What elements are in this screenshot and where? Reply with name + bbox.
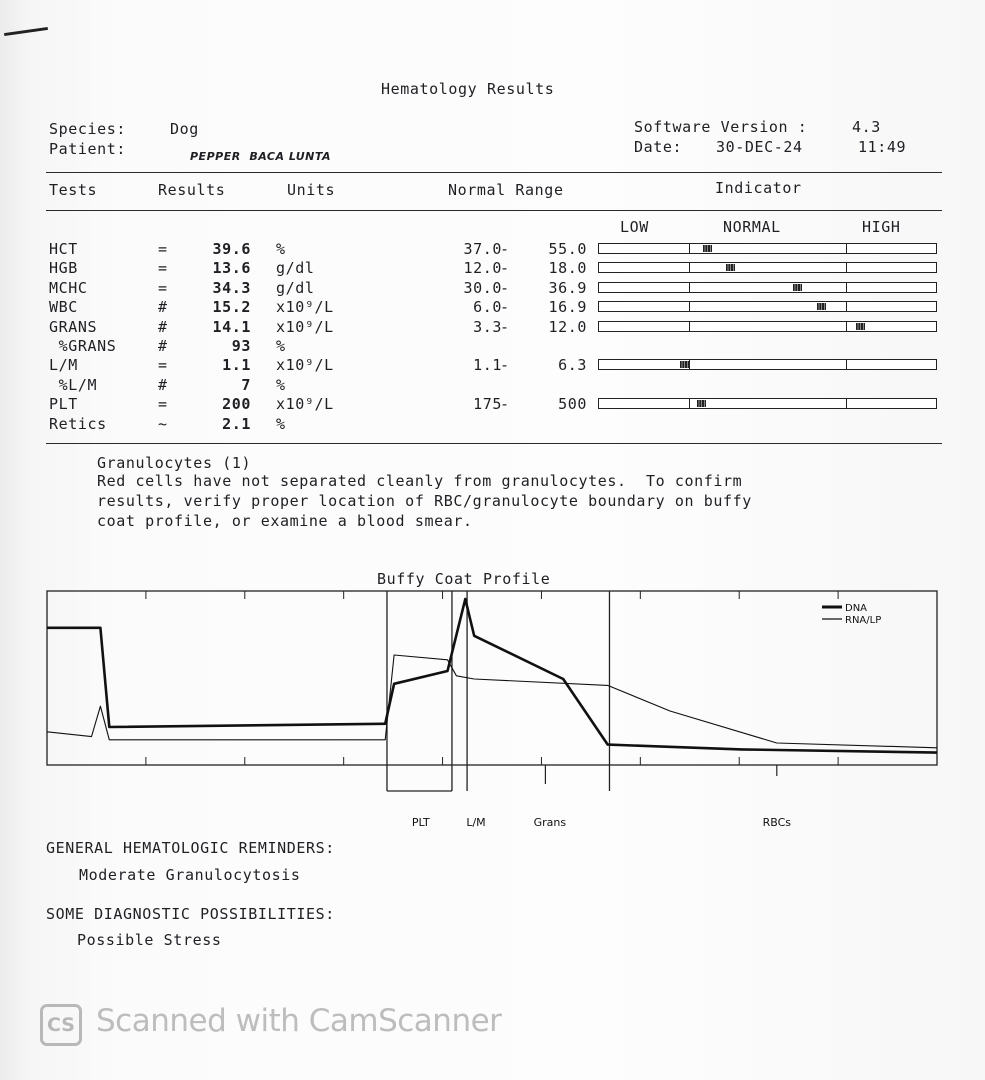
species-label: Species: (49, 120, 127, 138)
test-name: WBC (49, 298, 78, 316)
software-version-label: Software Version : (634, 118, 808, 136)
range-low: 6.0 (473, 298, 502, 316)
header-top-rule (46, 172, 942, 173)
indicator-marker (697, 400, 706, 407)
possibilities-item: Possible Stress (77, 931, 222, 949)
range-low: 12.0 (463, 259, 502, 277)
test-name: L/M (49, 356, 78, 374)
indicator-bar (598, 282, 937, 293)
patient-label: Patient: (49, 140, 127, 158)
range-dash: - (500, 279, 510, 297)
col-results: Results (158, 181, 226, 199)
indicator-low-label: LOW (620, 218, 649, 236)
range-high: 12.0 (548, 318, 587, 336)
range-high: 55.0 (548, 240, 587, 258)
note-line: coat profile, or examine a blood smear. (97, 512, 473, 530)
col-tests: Tests (49, 181, 98, 199)
range-high: 500 (558, 395, 587, 413)
possibilities-heading: SOME DIAGNOSTIC POSSIBILITIES: (46, 905, 335, 923)
indicator-bar (598, 359, 937, 370)
indicator-range-tick (689, 262, 690, 273)
test-unit: g/dl (276, 279, 315, 297)
range-low: 37.0 (463, 240, 502, 258)
range-high: 6.3 (558, 356, 587, 374)
chart-series (47, 599, 937, 753)
test-name: %GRANS (49, 337, 117, 355)
camscanner-logo-icon: CS (40, 1004, 82, 1046)
time-value: 11:49 (858, 138, 907, 156)
test-flag: = (158, 279, 168, 297)
indicator-range-tick (846, 321, 847, 332)
indicator-range-tick (689, 243, 690, 254)
test-name: Retics (49, 415, 107, 433)
chart-ticks (146, 591, 838, 765)
test-result: 13.6 (212, 259, 251, 277)
indicator-bar (598, 398, 937, 409)
chart-legend (822, 603, 881, 626)
test-flag: # (158, 337, 168, 355)
series-line-dna (47, 599, 937, 753)
test-unit: x10⁹/L (276, 356, 334, 374)
test-name: MCHC (49, 279, 88, 297)
species-value: Dog (170, 120, 199, 138)
range-high: 18.0 (548, 259, 587, 277)
test-flag: = (158, 240, 168, 258)
col-units: Units (287, 181, 336, 199)
range-dash: - (500, 259, 510, 277)
test-result: 34.3 (212, 279, 251, 297)
indicator-range-tick (689, 301, 690, 312)
zone-label: PLT (411, 816, 430, 829)
indicator-range-tick (846, 398, 847, 409)
test-name: HGB (49, 259, 78, 277)
indicator-marker (856, 323, 865, 330)
indicator-range-tick (846, 359, 847, 370)
test-name: GRANS (49, 318, 98, 336)
series-line-rna-lp (47, 655, 937, 748)
test-unit: % (276, 376, 286, 394)
report-title: Hematology Results (381, 80, 555, 98)
results-bottom-rule (46, 443, 942, 444)
chart-frame (47, 591, 937, 765)
reminders-item: Moderate Granulocytosis (79, 866, 301, 884)
chart-zone-labels (412, 816, 791, 829)
indicator-range-tick (846, 282, 847, 293)
indicator-range-tick (689, 321, 690, 332)
test-flag: # (158, 298, 168, 316)
test-unit: g/dl (276, 259, 315, 277)
note-heading: Granulocytes (1) (97, 454, 252, 472)
indicator-marker (726, 264, 735, 271)
zone-label: Grans (533, 816, 567, 829)
reminders-heading: GENERAL HEMATOLOGIC REMINDERS: (46, 839, 335, 857)
legend-dna-label: DNA (845, 603, 868, 614)
range-low: 3.3 (473, 318, 502, 336)
indicator-normal-label: NORMAL (723, 218, 781, 236)
indicator-bar (598, 262, 937, 273)
test-unit: % (276, 337, 286, 355)
test-result: 200 (222, 395, 251, 413)
zone-label: L/M (466, 816, 486, 829)
range-dash: - (500, 395, 510, 413)
camscanner-watermark: Scanned with CamScanner (96, 1003, 502, 1039)
indicator-range-tick (689, 359, 690, 370)
test-result: 7 (241, 376, 251, 394)
test-result: 93 (231, 337, 251, 355)
chart-zone-lines (387, 591, 777, 791)
indicator-range-tick (689, 282, 690, 293)
test-flag: = (158, 356, 168, 374)
range-dash: - (500, 318, 510, 336)
col-normal-range: Normal Range (448, 181, 564, 199)
test-result: 1.1 (222, 356, 251, 374)
test-unit: % (276, 240, 286, 258)
test-flag: # (158, 318, 168, 336)
indicator-high-label: HIGH (862, 218, 901, 236)
indicator-range-tick (846, 301, 847, 312)
range-dash: - (500, 240, 510, 258)
test-unit: x10⁹/L (276, 318, 334, 336)
buffy-coat-chart (40, 586, 945, 846)
test-result: 2.1 (222, 415, 251, 433)
indicator-bar (598, 321, 937, 332)
test-name: HCT (49, 240, 78, 258)
pen-mark (4, 27, 48, 36)
indicator-range-tick (689, 398, 690, 409)
indicator-marker (817, 303, 826, 310)
range-dash: - (500, 298, 510, 316)
test-unit: x10⁹/L (276, 298, 334, 316)
range-high: 16.9 (548, 298, 587, 316)
note-line: Red cells have not separated cleanly from granulocytes. To confirm (97, 472, 743, 490)
indicator-marker (793, 284, 802, 291)
test-unit: % (276, 415, 286, 433)
test-result: 15.2 (212, 298, 251, 316)
test-result: 39.6 (212, 240, 251, 258)
indicator-marker (703, 245, 712, 252)
test-flag: ~ (158, 415, 168, 433)
legend-rna-label: RNA/LP (845, 615, 882, 626)
indicator-range-tick (846, 262, 847, 273)
patient-name-handwritten: PEPPER BACA LUNTA (190, 150, 332, 163)
range-high: 36.9 (548, 279, 587, 297)
range-low: 1.1 (473, 356, 502, 374)
test-name: PLT (49, 395, 78, 413)
note-line: results, verify proper location of RBC/granulocyte boundary on buffy (97, 492, 752, 510)
indicator-marker (680, 361, 689, 368)
header-bottom-rule (46, 210, 942, 211)
indicator-bar (598, 243, 937, 254)
indicator-range-tick (846, 243, 847, 254)
test-unit: x10⁹/L (276, 395, 334, 413)
test-flag: = (158, 395, 168, 413)
test-flag: = (158, 259, 168, 277)
range-dash: - (500, 356, 510, 374)
zone-label: RBCs (762, 816, 792, 829)
date-label: Date: (634, 138, 683, 156)
test-result: 14.1 (212, 318, 251, 336)
test-name: %L/M (49, 376, 98, 394)
col-indicator: Indicator (715, 179, 802, 197)
test-flag: # (158, 376, 168, 394)
software-version-value: 4.3 (852, 118, 881, 136)
indicator-bar (598, 301, 937, 312)
range-low: 175 (473, 395, 502, 413)
date-value: 30-DEC-24 (716, 138, 803, 156)
range-low: 30.0 (463, 279, 502, 297)
chart-title: Buffy Coat Profile (377, 570, 551, 588)
